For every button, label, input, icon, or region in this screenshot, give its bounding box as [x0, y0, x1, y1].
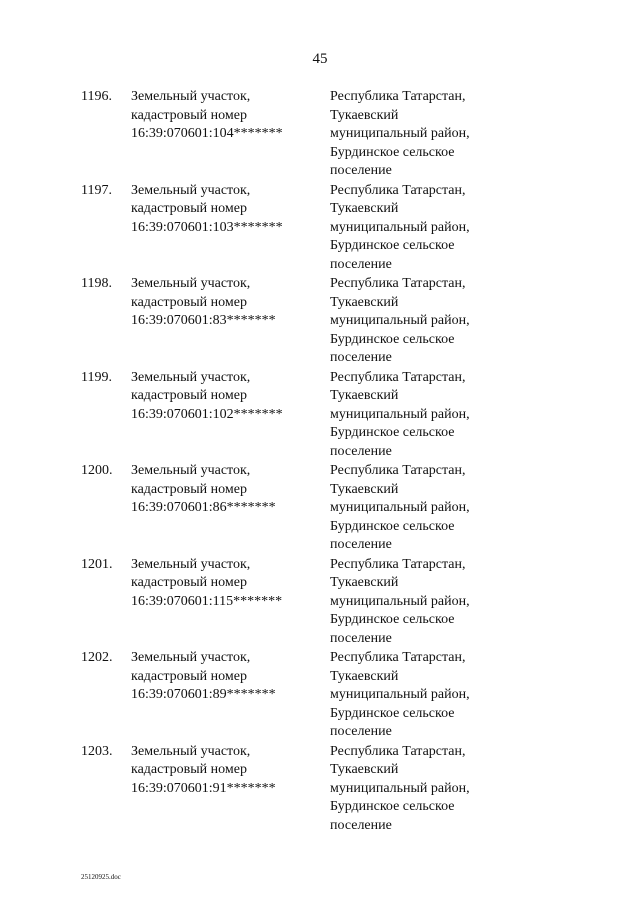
record-number: 1200. — [81, 463, 113, 478]
record-row — [0, 462, 640, 556]
location-line: Тукаевский — [330, 575, 399, 591]
description-line: кадастровый номер — [131, 388, 247, 404]
location-line: Тукаевский — [330, 294, 399, 310]
location-line: поселение — [330, 724, 392, 740]
location-line: поселение — [330, 163, 392, 179]
description-line: кадастровый номер — [131, 668, 247, 684]
description-line: кадастровый номер — [131, 201, 247, 217]
description-line: Земельный участок, — [131, 650, 251, 665]
location-line: Тукаевский — [330, 388, 399, 404]
location-line: Бурдинское сельское — [330, 705, 455, 721]
record-location — [330, 556, 530, 649]
record-description — [131, 743, 321, 799]
location-line: Бурдинское сельское — [330, 238, 455, 254]
location-line: Тукаевский — [330, 107, 399, 123]
description-line: 16:39:070601:91******* — [131, 780, 276, 796]
location-line: Бурдинское сельское — [330, 518, 455, 534]
location-line: Тукаевский — [330, 762, 399, 778]
record-location — [330, 649, 530, 742]
location-line: муниципальный район, — [330, 780, 470, 796]
footer-filename: 25120925.doc — [81, 873, 121, 881]
description-line: 16:39:070601:86******* — [131, 500, 276, 516]
location-line: поселение — [330, 817, 392, 833]
record-description — [131, 182, 321, 238]
description-line: кадастровый номер — [131, 294, 247, 310]
location-line: Тукаевский — [330, 481, 399, 497]
description-line: 16:39:070601:89******* — [131, 687, 276, 703]
description-line: 16:39:070601:103******* — [131, 219, 283, 235]
description-line: 16:39:070601:102******* — [131, 406, 283, 422]
location-line: муниципальный район, — [330, 500, 470, 516]
location-line: Тукаевский — [330, 201, 399, 217]
description-line: Земельный участок, — [131, 556, 251, 572]
location-line: Республика Татарстан, — [330, 463, 466, 478]
record-number: 1199. — [81, 369, 112, 385]
description-line: Земельный участок, — [131, 463, 251, 478]
record-location — [330, 369, 530, 462]
location-line: Республика Татарстан, — [330, 276, 466, 291]
record-row — [0, 369, 640, 463]
record-description — [131, 649, 321, 705]
records-list — [0, 88, 640, 836]
location-line: муниципальный район, — [330, 126, 470, 142]
location-line: Республика Татарстан, — [330, 89, 466, 104]
description-line: 16:39:070601:104******* — [131, 126, 283, 142]
record-description — [131, 556, 321, 612]
record-row — [0, 182, 640, 276]
location-line: поселение — [330, 537, 392, 553]
location-line: Бурдинское сельское — [330, 425, 455, 441]
record-location — [330, 275, 530, 368]
record-description — [131, 88, 321, 144]
record-number: 1202. — [81, 650, 113, 665]
location-line: Республика Татарстан, — [330, 743, 466, 759]
page-number: 45 — [312, 51, 328, 67]
record-description — [131, 369, 321, 425]
description-line: кадастровый номер — [131, 575, 247, 591]
record-row — [0, 649, 640, 743]
description-line: Земельный участок, — [131, 89, 251, 104]
description-line: 16:39:070601:115******* — [131, 593, 283, 609]
description-line: кадастровый номер — [131, 481, 247, 497]
location-line: муниципальный район, — [330, 313, 470, 329]
location-line: поселение — [330, 630, 392, 646]
location-line: Бурдинское сельское — [330, 612, 455, 628]
location-line: Бурдинское сельское — [330, 331, 455, 347]
description-line: кадастровый номер — [131, 762, 247, 778]
record-location — [330, 743, 530, 836]
record-row — [0, 88, 640, 182]
location-line: Республика Татарстан, — [330, 369, 466, 385]
description-line: Земельный участок, — [131, 182, 251, 198]
record-description — [131, 275, 321, 331]
location-line: муниципальный район, — [330, 593, 470, 609]
record-row — [0, 743, 640, 837]
record-number: 1196. — [81, 89, 112, 104]
location-line: Республика Татарстан, — [330, 556, 466, 572]
record-location — [330, 182, 530, 275]
record-location — [330, 88, 530, 181]
record-number: 1197. — [81, 182, 112, 198]
record-row — [0, 275, 640, 369]
location-line: Бурдинское сельское — [330, 799, 455, 815]
record-description — [131, 462, 321, 518]
location-line: поселение — [330, 256, 392, 272]
record-number: 1203. — [81, 743, 113, 759]
record-number: 1201. — [81, 556, 113, 572]
record-row — [0, 556, 640, 650]
description-line: Земельный участок, — [131, 369, 251, 385]
description-line: 16:39:070601:83******* — [131, 313, 276, 329]
location-line: поселение — [330, 443, 392, 459]
record-number: 1198. — [81, 276, 112, 291]
location-line: муниципальный район, — [330, 687, 470, 703]
location-line: Республика Татарстан, — [330, 182, 466, 198]
description-line: кадастровый номер — [131, 107, 247, 123]
record-location — [330, 462, 530, 555]
location-line: муниципальный район, — [330, 219, 470, 235]
description-line: Земельный участок, — [131, 276, 251, 291]
description-line: Земельный участок, — [131, 743, 251, 759]
location-line: Республика Татарстан, — [330, 650, 466, 665]
location-line: поселение — [330, 350, 392, 366]
location-line: муниципальный район, — [330, 406, 470, 422]
location-line: Бурдинское сельское — [330, 144, 455, 160]
location-line: Тукаевский — [330, 668, 399, 684]
